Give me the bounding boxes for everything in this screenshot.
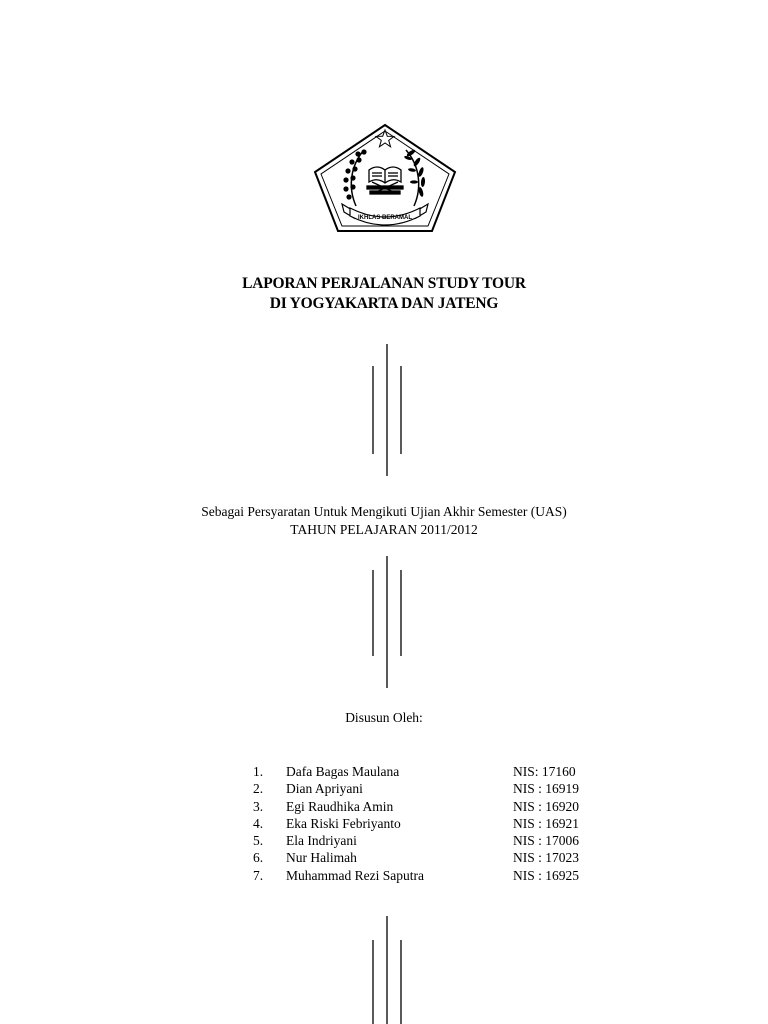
member-nis: NIS : 17006: [513, 833, 580, 849]
member-list: [253, 763, 613, 884]
member-nis: NIS: 17160: [513, 764, 576, 779]
report-title-line-1: LAPORAN PERJALANAN STUDY TOUR: [242, 275, 526, 292]
svg-text:IKHLAS BERAMAL: IKHLAS BERAMAL: [358, 215, 412, 221]
member-number: 7.: [253, 867, 264, 883]
member-name: Dafa Bagas Maulana: [286, 764, 400, 779]
decorative-divider-3: [368, 916, 408, 1024]
list-item: [253, 780, 613, 797]
member-nis: NIS : 16920: [513, 798, 580, 814]
purpose-line: Sebagai Persyaratan Untuk Mengikuti Ujian Akhir Semester (UAS): [201, 504, 567, 519]
decorative-divider-2: [368, 556, 408, 688]
member-number: 1.: [253, 764, 264, 779]
member-number: 2.: [253, 781, 264, 797]
member-name: Dian Apriyani: [286, 781, 363, 797]
member-name: Egi Raudhika Amin: [286, 798, 394, 814]
decorative-divider-1: [368, 344, 408, 476]
member-nis: NIS : 16921: [513, 815, 580, 831]
member-number: 3.: [253, 798, 264, 814]
member-number: 5.: [253, 833, 264, 849]
list-item: [253, 849, 613, 866]
list-item: [253, 815, 613, 832]
member-nis: NIS : 16919: [513, 781, 580, 797]
compiled-by-label: Disusun Oleh:: [345, 710, 423, 725]
report-title-line-2: DI YOGYAKARTA DAN JATENG: [269, 295, 499, 312]
member-name: Muhammad Rezi Saputra: [286, 867, 424, 883]
list-item: [253, 832, 613, 849]
list-item: [253, 763, 613, 780]
member-name: Eka Riski Febriyanto: [286, 815, 401, 831]
member-nis: NIS : 16925: [513, 867, 580, 883]
list-item: [253, 798, 613, 815]
member-name: Nur Halimah: [286, 850, 357, 866]
academic-year-line: TAHUN PELAJARAN 2011/2012: [290, 522, 478, 537]
member-number: 4.: [253, 815, 264, 831]
member-name: Ela Indriyani: [286, 833, 357, 849]
member-number: 6.: [253, 850, 264, 866]
ministry-emblem-logo: [312, 122, 458, 234]
list-item: [253, 867, 613, 884]
member-nis: NIS : 17023: [513, 850, 580, 866]
